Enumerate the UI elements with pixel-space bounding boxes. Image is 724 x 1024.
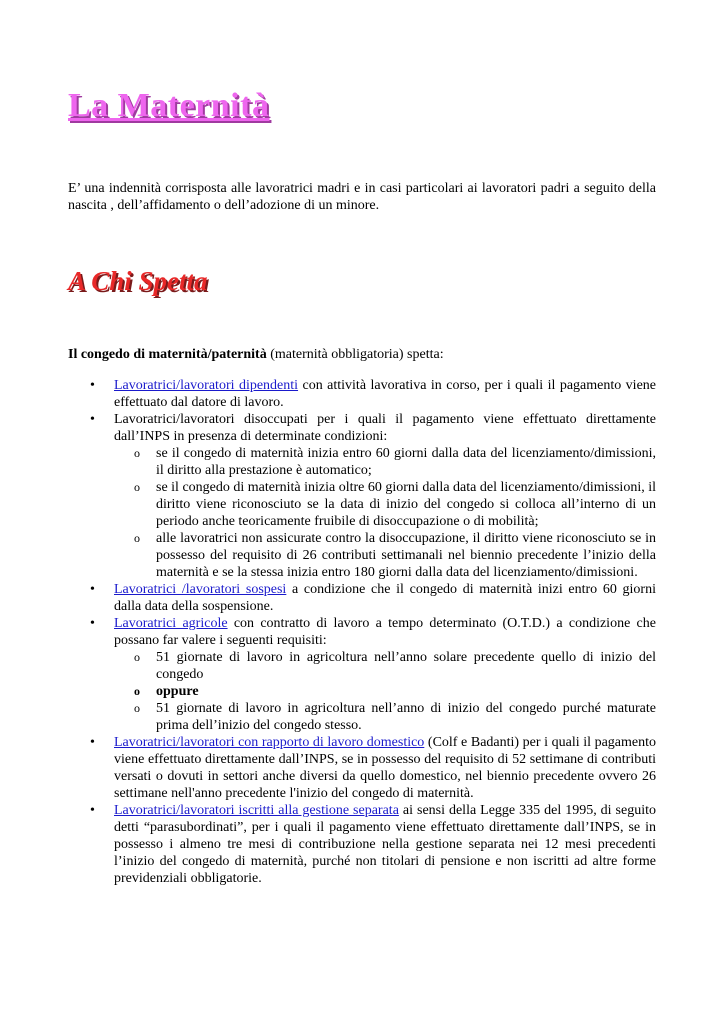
list-item-sospesi <box>114 581 656 615</box>
lead-paragraph <box>68 346 656 363</box>
link-sospesi[interactable]: Lavoratrici /lavoratori sospesi <box>114 582 287 597</box>
sublist-item-oppure: o oppure <box>156 683 656 700</box>
list-item-domestico <box>114 734 656 802</box>
text-disoccupati: Lavoratrici/lavoratori disoccupati per i quali il pagamento viene effettuato direttamente dall’INPS in presenza di determinate condizioni: <box>114 412 656 444</box>
sublist-item: o se il congedo di maternità inizia oltre 60 giorni dalla data del licenziamento/dimissioni, il diritto viene riconosciuto se la data di inizio del congedo si colloca all’interno di un periodo anche teoricamente fruibile di disoccupazione o di mobilità; <box>156 479 656 530</box>
list-item-dipendenti <box>114 377 656 411</box>
text-dipendenti: con attività lavorativa in corso, per i quali il pagamento viene effettuato dal datore di lavoro. <box>114 378 656 410</box>
list-item-separata <box>114 802 656 887</box>
link-domestico[interactable]: Lavoratrici/lavoratori con rapporto di lavoro domestico <box>114 735 425 750</box>
text-separata: ai sensi della Legge 335 del 1995, di seguito detti “parasubordinati”, per i quali il pagamento viene effettuato direttamente dall’INPS, se in possesso i almeno tre mesi di contribuzione nella gestione separata nei 12 mesi precedenti l’inizio del congedo di maternità, purché non titolari di pensione e non iscritti ad altre forme previdenziali obbligatorie. <box>114 803 656 886</box>
sublist-item: o 51 giornate di lavoro in agricoltura nell’anno solare precedente quello di inizio del congedo <box>156 649 656 683</box>
link-separata[interactable]: Lavoratrici/lavoratori iscritti alla gestione separata <box>114 803 399 818</box>
lead-rest: (maternità obbligatoria) spetta: <box>266 347 444 362</box>
sublist-disoccupati <box>114 445 656 581</box>
list-item-agricole <box>114 615 656 734</box>
list-item-disoccupati <box>114 411 656 581</box>
sublist-agricole <box>114 649 656 734</box>
lead-bold: Il congedo di maternità/paternità <box>68 347 267 362</box>
text-domestico: (Colf e Badanti) per i quali il pagamento viene effettuato direttamente dall’INPS, se in possesso del requisito di 52 settimane di contributi versati o dovuti in settori anche diversi da quello domestico, nel biennio precedente ovvero 26 settimane nell'anno precedente l'inizio del congedo di maternità. <box>114 735 656 801</box>
sublist-item: o se il congedo di maternità inizia entro 60 giorni dalla data del licenziamento/dimissioni, il diritto alla prestazione è automatico; <box>156 445 656 479</box>
intro-paragraph: E’ una indennità corrisposta alle lavoratrici madri e in casi particolari ai lavoratori padri a seguito della nascita , dell’affidamento o dell’adozione di un minore. <box>68 181 656 213</box>
sublist-item: o alle lavoratrici non assicurate contro la disoccupazione, il diritto viene riconosciuto se in possesso del requisito di 26 contributi settimanali nel biennio precedente l’inizio della maternità e se la stessa inizia entro 180 giorni dalla data del licenziamento/dimissioni. <box>156 530 656 581</box>
eligibility-list <box>68 377 656 887</box>
link-dipendenti[interactable]: Lavoratrici/lavoratori dipendenti <box>114 378 299 393</box>
link-agricole[interactable]: Lavoratrici agricole <box>114 616 228 631</box>
page-title: La Maternità <box>68 87 270 124</box>
text-sospesi: a condizione che il congedo di maternità inizi entro 60 giorni dalla data della sospensione. <box>114 582 656 614</box>
sublist-item: o 51 giornate di lavoro in agricoltura nell’anno di inizio del congedo purché maturate prima dell’inizio del congedo stesso. <box>156 700 656 734</box>
text-agricole: con contratto di lavoro a tempo determinato (O.T.D.) a condizione che possano far valere i seguenti requisiti: <box>114 616 656 648</box>
section-title: A Chi Spetta <box>68 266 208 296</box>
